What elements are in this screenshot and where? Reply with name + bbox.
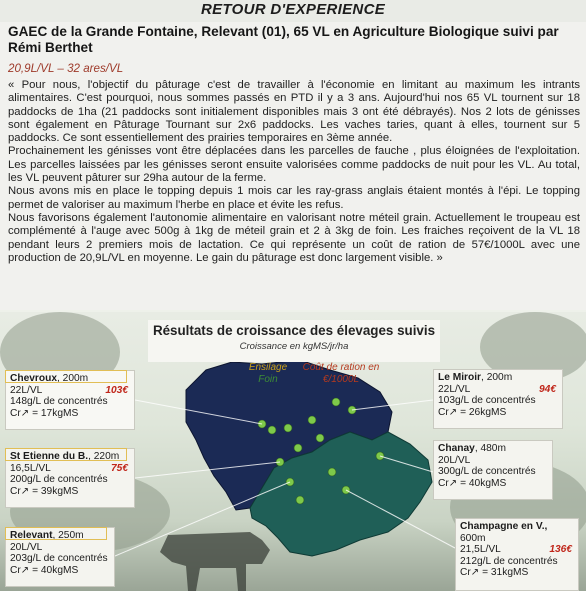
farm-name: Champagne en V., [460, 521, 548, 532]
farm-card-chanay [433, 440, 553, 500]
cow-silhouette [160, 532, 270, 591]
article-title: GAEC de la Grande Fontaine, Relevant (01), 65 VL en Agriculture Biologique suivi par Rémi Berthet [8, 24, 559, 55]
legend-foin: Foin [258, 374, 278, 385]
farm-concentrates: 200g/L de concentrés [10, 474, 108, 486]
farm-altitude: , 200m [481, 372, 513, 383]
legend-ensilage: Ensilage [248, 362, 288, 373]
farm-concentrates: 300g/L de concentrés [438, 466, 536, 478]
farm-growth: Cr↗ = 39kgMS [10, 485, 79, 497]
farm-card-champagne [455, 518, 579, 591]
paragraph: « Pour nous, l'objectif du pâturage c'est de travailler à l'économie en limitant au maximum les intrants alimentaires. C'est pourquoi, nous sommes passés en PTD il y a 3 ans. Aujourd'hui nos 65 VL tournent sur 18 paddocks de 1ha (21 paddocks sont initialement disponibles mais 3 ont été débrayés). Nos 2 lots de génisses sont également en Pâturage Tournant sur 2x6 paddocks. Les vaches taries, quant à elles, tournent sur 5 paddocks. Ce sont essentiellement des prairies temporaires en 3ème année. [8, 79, 580, 145]
paragraph: Nous favorisons également l'autonomie alimentaire en valorisant notre méteil grain. Actuellement le troupeau est complémenté à l'auge avec 500g à 1kg de méteil grain et 2 à 3kg de foin. Les fraiches reçoivent de la VL 18 pendant leurs 2 premiers mois de lactation. Ce qui représente un coût de ration de 57€/1000L avec une production de 20,9L/VL en moyenne. Le gain du pâturage est donc largement visible. » [8, 211, 580, 264]
farm-concentrates: 203g/L de concentrés [10, 553, 108, 565]
farm-concentrates: 148g/L de concentrés [10, 396, 108, 408]
farm-altitude: , 480m [474, 443, 506, 454]
farm-cost: 136€ [549, 544, 572, 556]
farm-name: Relevant [10, 530, 53, 541]
farm-cost: 94€ [539, 383, 556, 395]
highlight-frame [5, 370, 127, 383]
farm-growth: Cr↗ = 17kgMS [10, 407, 79, 419]
farm-growth: Cr↗ = 31kgMS [460, 567, 529, 579]
farm-altitude: , 250m [52, 530, 84, 541]
banner-title: RETOUR D'EXPERIENCE [200, 1, 386, 18]
farm-card-le-miroir [433, 369, 563, 429]
paragraph: Nous avons mis en place le topping depuis 1 mois car les ray-grass anglais étaient montés à l'épi. Le topping permet de valoriser au maximum l'herbe en place et évite les refus. [8, 185, 580, 211]
farm-name: Le Miroir [438, 372, 482, 383]
farm-production: 22L/VL [10, 384, 43, 396]
results-subtitle: Croissance en kgMS/jr/ha [239, 341, 349, 352]
highlight-frame [5, 448, 127, 461]
farm-concentrates: 103g/L de concentrés [438, 395, 536, 407]
farm-production: 20L/VL [10, 541, 43, 553]
farm-altitude: 600m [460, 532, 486, 544]
farm-altitude: , 220m [88, 451, 120, 462]
farm-growth: Cr↗ = 40kgMS [438, 477, 507, 489]
farm-cost: 75€ [111, 462, 128, 474]
results-title: Résultats de croissance des élevages suivis [152, 323, 436, 338]
farm-production: 21,5L/VL [460, 544, 501, 556]
paragraph: Prochainement les génisses vont être déplacées dans les parcelles de fauche , plus éloignées de l'exploitation. Les parcelles laissées par les génisses seront ensuite valorisées comme paddocks de nuit pour les VL. Au total, les VL peuvent pâturer sur 29ha autour de la ferme. [8, 145, 580, 185]
farm-production: 16,5L/VL [10, 462, 51, 474]
farm-name: Chevroux [10, 373, 57, 384]
farm-production: 20L/VL [438, 454, 471, 466]
farm-concentrates: 212g/L de concentrés [460, 555, 558, 567]
farm-name: Chanay [438, 443, 475, 454]
farm-growth: Cr↗ = 40kgMS [10, 564, 79, 576]
article-body [8, 79, 580, 265]
legend-cout: Coût de ration en €/1000L [302, 362, 380, 385]
article-subtitle: 20,9L/VL – 32 ares/VL [8, 62, 124, 75]
farm-name: St Etienne du B. [10, 451, 89, 462]
farm-growth: Cr↗ = 26kgMS [438, 406, 507, 418]
farm-altitude: , 200m [57, 373, 89, 384]
farm-production: 22L/VL [438, 383, 471, 395]
farm-cost: 103€ [105, 384, 128, 396]
highlight-frame [5, 527, 107, 540]
